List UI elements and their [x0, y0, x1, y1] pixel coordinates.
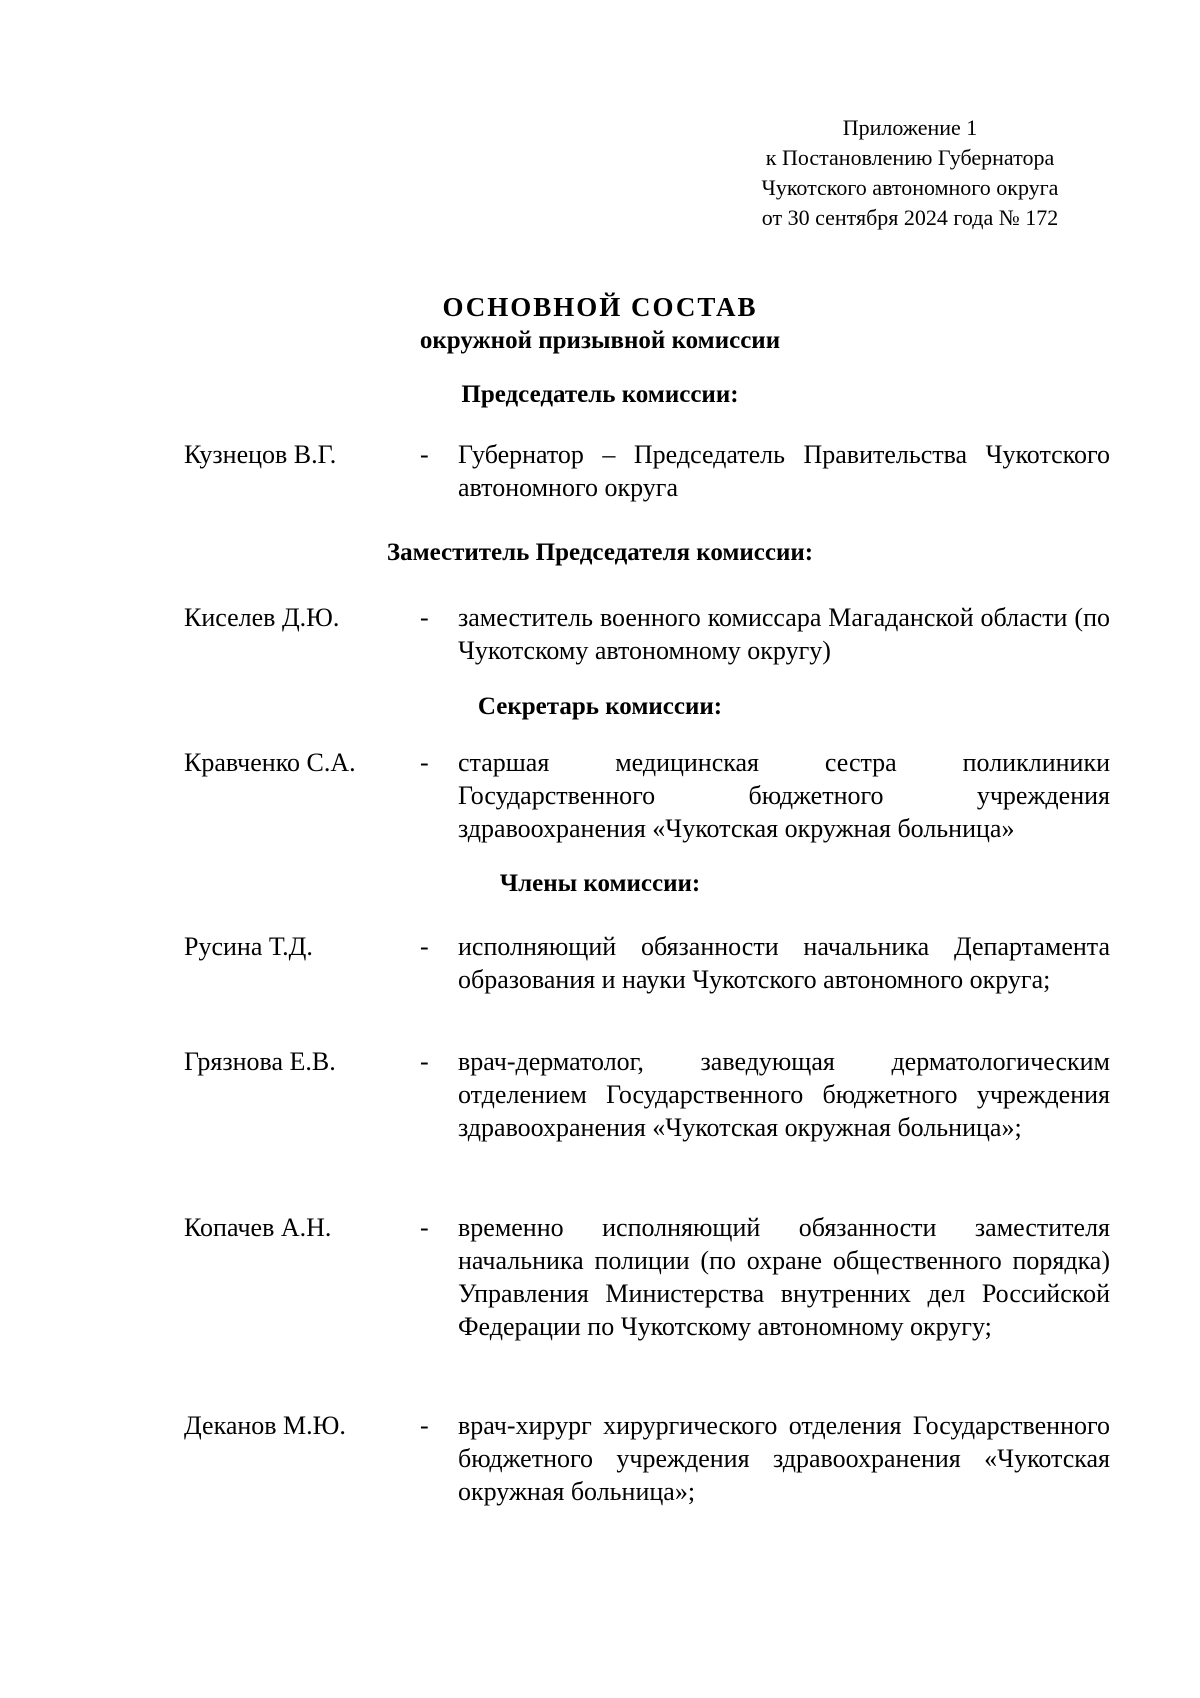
member-name: Грязнова Е.В. — [184, 1047, 336, 1076]
dash-separator: - — [420, 1213, 429, 1242]
member-description: исполняющий обязанности начальника Департамента образования и науки Чукотского автономного округа; — [458, 932, 1110, 994]
dash-separator: - — [420, 603, 429, 632]
member-name: Копачев А.Н. — [184, 1213, 332, 1242]
appendix-line-3: Чукотского автономного округа — [761, 175, 1059, 200]
member-name: Деканов М.Ю. — [184, 1411, 346, 1440]
member-description: временно исполняющий обязанности заместителя начальника полиции (по охране общественного порядка) Управления Министерства внутренних дел Российской Федерации по Чукотскому автономному округу; — [458, 1213, 1110, 1341]
chairman-heading: Председатель комиссии: — [461, 381, 739, 408]
member-description: заместитель военного комиссара Магаданской области (по Чукотскому автономному округу) — [458, 603, 1110, 665]
document-title: ОСНОВНОЙ СОСТАВ — [442, 292, 758, 322]
deputy-heading: Заместитель Председателя комиссии: — [386, 539, 814, 566]
document-subtitle: окружной призывной комиссии — [419, 327, 781, 354]
member-description: старшая медицинская сестра поликлиники Государственного бюджетного учреждения здравоохранения «Чукотская окружная больница» — [458, 748, 1110, 843]
appendix-line-1: Приложение 1 — [842, 115, 978, 140]
dash-separator: - — [420, 1047, 429, 1076]
member-name: Русина Т.Д. — [184, 932, 313, 961]
appendix-line-2: к Постановлению Губернатора — [765, 145, 1055, 170]
dash-separator: - — [420, 932, 429, 961]
secretary-heading: Секретарь комиссии: — [477, 693, 723, 720]
member-description: врач-дерматолог, заведующая дерматологическим отделением Государственного бюджетного учреждения здравоохранения «Чукотская окружная больница»; — [458, 1047, 1110, 1142]
appendix-line-4: от 30 сентября 2024 года № 172 — [761, 205, 1059, 230]
dash-separator: - — [420, 748, 429, 777]
appendix-block — [720, 113, 1100, 233]
dash-separator: - — [420, 1411, 429, 1440]
members-heading: Члены комиссии: — [499, 870, 701, 897]
member-description: врач-хирург хирургического отделения Государственного бюджетного учреждения здравоохранения «Чукотская окружная больница»; — [458, 1411, 1110, 1506]
member-name: Кравченко С.А. — [184, 748, 356, 777]
dash-separator: - — [420, 440, 429, 469]
member-description: Губернатор – Председатель Правительства Чукотского автономного округа — [458, 440, 1110, 502]
member-name: Киселев Д.Ю. — [184, 603, 340, 632]
member-name: Кузнецов В.Г. — [184, 440, 337, 469]
